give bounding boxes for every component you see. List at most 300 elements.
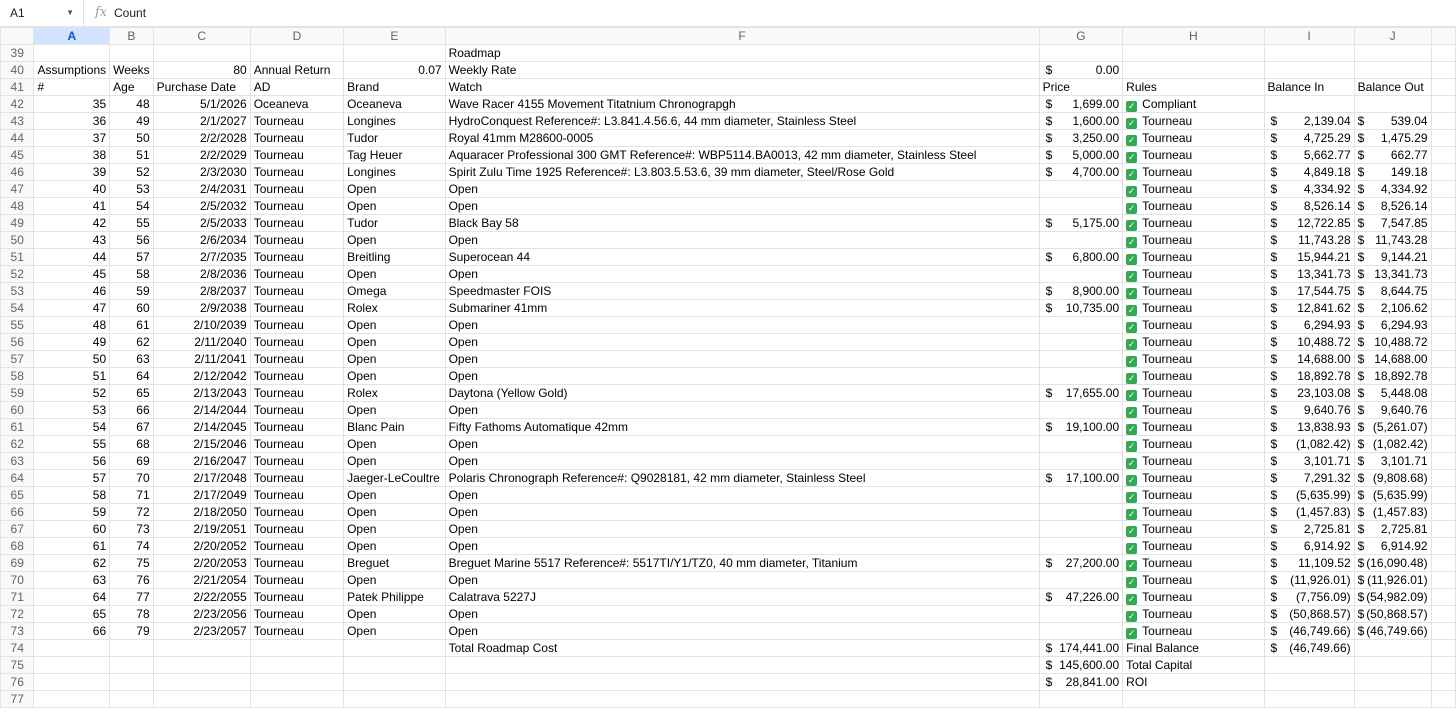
cell-balance-in[interactable]: $ 11,743.28 [1264,232,1354,249]
cell[interactable] [1431,147,1455,164]
cell-watch[interactable]: Black Bay 58 [445,215,1039,232]
cell-balance-out[interactable]: $ 7,547.85 [1354,215,1431,232]
cell-purchase-date[interactable]: 2/2/2028 [153,130,250,147]
row-header[interactable]: 42 [1,96,34,113]
cell-ad[interactable]: Tourneau [250,606,343,623]
cell-balance-out[interactable]: $ 11,743.28 [1354,232,1431,249]
cell-brand[interactable]: Omega [344,283,446,300]
cell-balance-in[interactable]: $ 13,341.73 [1264,266,1354,283]
cell-number[interactable]: 64 [34,589,110,606]
cell-watch[interactable]: Open [445,623,1039,640]
cell-balance-out[interactable]: $ 8,644.75 [1354,283,1431,300]
cell-rules[interactable] [1123,249,1264,266]
cell-number[interactable]: 66 [34,623,110,640]
cell-purchase-date[interactable]: 2/15/2046 [153,436,250,453]
cell[interactable] [1431,555,1455,572]
cell-watch[interactable]: Submariner 41mm [445,300,1039,317]
cell-balance-out[interactable]: $ (50,868.57) [1354,606,1431,623]
row-header[interactable]: 71 [1,589,34,606]
cell-number[interactable]: 50 [34,351,110,368]
cell-purchase-date[interactable]: 2/11/2040 [153,334,250,351]
cell-number[interactable]: 63 [34,572,110,589]
cell[interactable] [1431,521,1455,538]
row-header[interactable]: 70 [1,572,34,589]
cell-ad[interactable]: Tourneau [250,232,343,249]
cell[interactable] [1431,419,1455,436]
column-header-j[interactable]: J [1354,28,1431,45]
cell-balance-in[interactable]: $ 10,488.72 [1264,334,1354,351]
cell-ad[interactable]: Tourneau [250,147,343,164]
cell-ad[interactable]: Tourneau [250,436,343,453]
cell-brand[interactable]: Open [344,266,446,283]
row-header[interactable]: 56 [1,334,34,351]
cell-balance-in[interactable]: $ 5,662.77 [1264,147,1354,164]
row-header[interactable]: 67 [1,521,34,538]
cell-age[interactable]: 56 [110,232,153,249]
cell-balance-out[interactable]: $ 9,640.76 [1354,402,1431,419]
cell-purchase-date[interactable]: 2/9/2038 [153,300,250,317]
cell-balance-out[interactable]: $ 18,892.78 [1354,368,1431,385]
cell-balance-out[interactable]: $ 3,101.71 [1354,453,1431,470]
cell-price[interactable]: $ 5,000.00 [1039,147,1123,164]
cell-balance-in[interactable]: $ 15,944.21 [1264,249,1354,266]
cell-annual-return-value[interactable]: 0.07 [344,62,446,79]
row-header[interactable]: 46 [1,164,34,181]
cell-number[interactable]: 46 [34,283,110,300]
cell-brand[interactable]: Longines [344,164,446,181]
cell-watch[interactable]: Open [445,198,1039,215]
cell-balance-out[interactable]: $ 10,488.72 [1354,334,1431,351]
chevron-down-icon[interactable]: ▼ [66,8,74,17]
row-header[interactable]: 72 [1,606,34,623]
cell-balance-out[interactable]: $ 539.04 [1354,113,1431,130]
cell-number[interactable]: 48 [34,317,110,334]
cell-number[interactable]: 52 [34,385,110,402]
cell-ad[interactable]: Tourneau [250,198,343,215]
cell-rules[interactable] [1123,538,1264,555]
header-balance-out[interactable]: Balance Out [1354,79,1431,96]
cell[interactable] [1431,266,1455,283]
cell-watch[interactable]: Open [445,334,1039,351]
cell-price[interactable]: $ 27,200.00 [1039,555,1123,572]
cell-number[interactable]: 61 [34,538,110,555]
header-ad[interactable]: AD [250,79,343,96]
row-header[interactable]: 76 [1,674,34,691]
cell-purchase-date[interactable]: 2/16/2047 [153,453,250,470]
cell-balance-in[interactable] [1264,96,1354,113]
cell[interactable] [1431,300,1455,317]
cell-number[interactable]: 37 [34,130,110,147]
cell-balance-in[interactable]: $ (7,756.09) [1264,589,1354,606]
row-header[interactable]: 69 [1,555,34,572]
cell-purchase-date[interactable]: 2/4/2031 [153,181,250,198]
cell-ad[interactable]: Tourneau [250,334,343,351]
cell[interactable] [1431,504,1455,521]
cell-ad[interactable]: Tourneau [250,470,343,487]
cell[interactable] [1431,606,1455,623]
row-header[interactable]: 39 [1,45,34,62]
cell-brand[interactable]: Open [344,538,446,555]
cell-balance-in[interactable]: $ 2,725.81 [1264,521,1354,538]
cell-watch[interactable]: Fifty Fathoms Automatique 42mm [445,419,1039,436]
cell-age[interactable]: 51 [110,147,153,164]
cell[interactable] [1431,283,1455,300]
cell-balance-out[interactable]: $ 9,144.21 [1354,249,1431,266]
header-number[interactable]: # [34,79,110,96]
cell-age[interactable]: 57 [110,249,153,266]
cell-rules[interactable] [1123,402,1264,419]
cell-age[interactable]: 49 [110,113,153,130]
cell-purchase-date[interactable]: 2/14/2045 [153,419,250,436]
cell-weekly-rate-value[interactable]: $ 0.00 [1039,62,1123,79]
cell-balance-out[interactable]: $ 8,526.14 [1354,198,1431,215]
cell-age[interactable]: 52 [110,164,153,181]
cell-rules[interactable] [1123,300,1264,317]
cell-roadmap-title[interactable]: Roadmap [445,45,1039,62]
cell-rules[interactable] [1123,555,1264,572]
cell-age[interactable]: 76 [110,572,153,589]
cell-purchase-date[interactable]: 2/21/2054 [153,572,250,589]
cell-total-roadmap-cost[interactable]: $ 174,441.00 [1039,640,1123,657]
cell-ad[interactable]: Tourneau [250,181,343,198]
cell-purchase-date[interactable]: 2/20/2052 [153,538,250,555]
cell-ad[interactable]: Tourneau [250,572,343,589]
cell-price[interactable]: $ 3,250.00 [1039,130,1123,147]
cell-age[interactable]: 70 [110,470,153,487]
cell-age[interactable]: 53 [110,181,153,198]
row-header[interactable]: 59 [1,385,34,402]
cell-annual-return-label[interactable]: Annual Return [250,62,343,79]
column-header-i[interactable]: I [1264,28,1354,45]
cell-rules[interactable] [1123,606,1264,623]
row-header[interactable]: 66 [1,504,34,521]
cell-weeks-value[interactable]: 80 [153,62,250,79]
cell-number[interactable]: 45 [34,266,110,283]
column-header-d[interactable]: D [250,28,343,45]
header-brand[interactable]: Brand [344,79,446,96]
cell-number[interactable]: 49 [34,334,110,351]
cell-brand[interactable]: Open [344,317,446,334]
row-header[interactable]: 44 [1,130,34,147]
cell-age[interactable]: 63 [110,351,153,368]
cell-purchase-date[interactable]: 2/6/2034 [153,232,250,249]
cell-purchase-date[interactable]: 2/20/2053 [153,555,250,572]
cell-number[interactable]: 54 [34,419,110,436]
row-header[interactable]: 65 [1,487,34,504]
cell-balance-out[interactable]: $ 6,914.92 [1354,538,1431,555]
cell-price[interactable] [1039,402,1123,419]
cell-price[interactable] [1039,453,1123,470]
name-box[interactable] [0,0,84,26]
cell[interactable] [1431,351,1455,368]
column-header-k[interactable] [1431,28,1455,45]
cell-balance-in[interactable]: $ (50,868.57) [1264,606,1354,623]
cell-number[interactable]: 47 [34,300,110,317]
cell-watch[interactable]: Superocean 44 [445,249,1039,266]
cell-age[interactable]: 62 [110,334,153,351]
cell-brand[interactable]: Open [344,334,446,351]
cell-brand[interactable]: Oceaneva [344,96,446,113]
cell-weeks-label[interactable]: Weeks [110,62,153,79]
cell-purchase-date[interactable]: 2/14/2044 [153,402,250,419]
cell-purchase-date[interactable]: 2/7/2035 [153,249,250,266]
row-header[interactable]: 51 [1,249,34,266]
cell-age[interactable]: 58 [110,266,153,283]
cell-balance-out[interactable]: $ 6,294.93 [1354,317,1431,334]
header-rules[interactable]: Rules [1123,79,1264,96]
cell-ad[interactable]: Tourneau [250,487,343,504]
cell-rules[interactable] [1123,589,1264,606]
cell-balance-in[interactable]: $ 12,722.85 [1264,215,1354,232]
cell-ad[interactable]: Tourneau [250,402,343,419]
cell-balance-out[interactable]: $ (5,635.99) [1354,487,1431,504]
select-all-corner[interactable] [1,28,34,45]
cell[interactable] [1431,623,1455,640]
cell[interactable] [1431,215,1455,232]
cell-watch[interactable]: Aquaracer Professional 300 GMT Reference#: WBP5114.BA0013, 42 mm diameter, Stainless Steel [445,147,1039,164]
cell-ad[interactable]: Tourneau [250,453,343,470]
row-header[interactable]: 40 [1,62,34,79]
cell-balance-out[interactable]: $ 4,334.92 [1354,181,1431,198]
cell-price[interactable] [1039,351,1123,368]
cell-purchase-date[interactable]: 2/23/2056 [153,606,250,623]
cell-rules[interactable] [1123,266,1264,283]
cell-balance-in[interactable]: $ 9,640.76 [1264,402,1354,419]
cell-ad[interactable]: Tourneau [250,351,343,368]
cell[interactable] [1431,470,1455,487]
cell-watch[interactable]: Open [445,368,1039,385]
cell-age[interactable]: 69 [110,453,153,470]
cell-age[interactable]: 50 [110,130,153,147]
row-header[interactable]: 55 [1,317,34,334]
cell-price[interactable] [1039,368,1123,385]
cell-brand[interactable]: Jaeger-LeCoultre [344,470,446,487]
spreadsheet-grid[interactable] [0,27,1456,708]
cell-rules[interactable] [1123,283,1264,300]
cell-watch[interactable]: Open [445,487,1039,504]
cell-rules[interactable] [1123,487,1264,504]
column-header-a[interactable]: A [34,28,110,45]
column-header-c[interactable]: C [153,28,250,45]
cell-brand[interactable]: Open [344,436,446,453]
row-header[interactable]: 58 [1,368,34,385]
cell-number[interactable]: 55 [34,436,110,453]
cell-purchase-date[interactable]: 2/17/2048 [153,470,250,487]
cell-price[interactable] [1039,623,1123,640]
cell-balance-out[interactable]: $ (9,808.68) [1354,470,1431,487]
cell-roi[interactable]: $ 28,841.00 [1039,674,1123,691]
cell-brand[interactable]: Open [344,572,446,589]
cell[interactable] [1431,198,1455,215]
cell-watch[interactable]: Breguet Marine 5517 Reference#: 5517TI/Y1/TZ0, 40 mm diameter, Titanium [445,555,1039,572]
cell-price[interactable]: $ 1,699.00 [1039,96,1123,113]
cell-balance-in[interactable]: $ 11,109.52 [1264,555,1354,572]
cell-price[interactable] [1039,232,1123,249]
cell-total-roadmap-cost-label[interactable]: Total Roadmap Cost [445,640,1039,657]
cell-number[interactable]: 51 [34,368,110,385]
row-header[interactable]: 54 [1,300,34,317]
cell-price[interactable] [1039,181,1123,198]
cell-ad[interactable]: Oceaneva [250,96,343,113]
cell[interactable] [1431,334,1455,351]
cell-brand[interactable]: Open [344,351,446,368]
cell-watch[interactable]: Open [445,317,1039,334]
cell-age[interactable]: 48 [110,96,153,113]
cell-ad[interactable]: Tourneau [250,589,343,606]
row-header[interactable]: 60 [1,402,34,419]
cell-watch[interactable]: Open [445,504,1039,521]
row-header[interactable]: 64 [1,470,34,487]
cell-number[interactable]: 58 [34,487,110,504]
cell-number[interactable]: 65 [34,606,110,623]
cell-watch[interactable]: Open [445,232,1039,249]
cell-watch[interactable]: Open [445,402,1039,419]
row-header[interactable]: 57 [1,351,34,368]
cell-watch[interactable]: Open [445,521,1039,538]
cell-price[interactable] [1039,266,1123,283]
cell-number[interactable]: 39 [34,164,110,181]
cell-price[interactable]: $ 8,900.00 [1039,283,1123,300]
cell-total-capital-label[interactable]: Total Capital [1123,657,1264,674]
cell-ad[interactable]: Tourneau [250,300,343,317]
cell-rules[interactable] [1123,334,1264,351]
cell-age[interactable]: 64 [110,368,153,385]
cell-rules[interactable] [1123,521,1264,538]
cell-age[interactable]: 72 [110,504,153,521]
cell-rules[interactable] [1123,504,1264,521]
cell-number[interactable]: 38 [34,147,110,164]
cell-balance-in[interactable]: $ 17,544.75 [1264,283,1354,300]
cell-balance-in[interactable]: $ 7,291.32 [1264,470,1354,487]
cell-age[interactable]: 79 [110,623,153,640]
cell-number[interactable]: 35 [34,96,110,113]
cell-watch[interactable]: Open [445,436,1039,453]
row-header[interactable]: 62 [1,436,34,453]
cell-final-balance-label[interactable]: Final Balance [1123,640,1264,657]
cell-balance-in[interactable]: $ 4,725.29 [1264,130,1354,147]
cell-rules[interactable] [1123,368,1264,385]
cell-brand[interactable]: Open [344,232,446,249]
cell-rules[interactable] [1123,623,1264,640]
cell[interactable] [1431,453,1455,470]
cell-watch[interactable]: Open [445,572,1039,589]
cell-balance-in[interactable]: $ 2,139.04 [1264,113,1354,130]
cell-balance-out[interactable]: $ 5,448.08 [1354,385,1431,402]
header-watch[interactable]: Watch [445,79,1039,96]
cell-price[interactable]: $ 6,800.00 [1039,249,1123,266]
row-header[interactable]: 61 [1,419,34,436]
cell-rules[interactable] [1123,130,1264,147]
cell-price[interactable]: $ 17,100.00 [1039,470,1123,487]
row-header[interactable]: 49 [1,215,34,232]
cell-age[interactable]: 61 [110,317,153,334]
cell-price[interactable] [1039,521,1123,538]
cell-age[interactable]: 67 [110,419,153,436]
cell[interactable] [1431,181,1455,198]
row-header[interactable]: 52 [1,266,34,283]
cell-rules[interactable] [1123,147,1264,164]
cell-ad[interactable]: Tourneau [250,317,343,334]
cell-purchase-date[interactable]: 5/1/2026 [153,96,250,113]
cell-balance-out[interactable]: $ 662.77 [1354,147,1431,164]
row-header[interactable]: 77 [1,691,34,708]
cell-ad[interactable]: Tourneau [250,164,343,181]
cell-purchase-date[interactable]: 2/22/2055 [153,589,250,606]
cell-balance-out[interactable]: $ (11,926.01) [1354,572,1431,589]
cell-brand[interactable]: Open [344,606,446,623]
cell-purchase-date[interactable]: 2/13/2043 [153,385,250,402]
cell-balance-out[interactable] [1354,96,1431,113]
cell-price[interactable] [1039,487,1123,504]
cell-rules[interactable] [1123,232,1264,249]
cell-rules[interactable] [1123,198,1264,215]
cell-number[interactable]: 60 [34,521,110,538]
cell-watch[interactable]: Open [445,266,1039,283]
cell-number[interactable]: 56 [34,453,110,470]
cell-brand[interactable]: Open [344,181,446,198]
cell-rules[interactable] [1123,96,1264,113]
cell-balance-out[interactable]: $ 149.18 [1354,164,1431,181]
cell-age[interactable]: 59 [110,283,153,300]
cell-balance-out[interactable]: $ (46,749.66) [1354,623,1431,640]
cell-watch[interactable]: Speedmaster FOIS [445,283,1039,300]
row-header[interactable]: 68 [1,538,34,555]
cell-brand[interactable]: Tudor [344,130,446,147]
cell-ad[interactable]: Tourneau [250,504,343,521]
cell-rules[interactable] [1123,181,1264,198]
cell-rules[interactable] [1123,215,1264,232]
cell-balance-out[interactable]: $ 2,106.62 [1354,300,1431,317]
column-header-e[interactable]: E [344,28,446,45]
cell-balance-in[interactable]: $ 13,838.93 [1264,419,1354,436]
row-header[interactable]: 75 [1,657,34,674]
cell-brand[interactable]: Open [344,198,446,215]
cell-purchase-date[interactable]: 2/8/2037 [153,283,250,300]
cell-age[interactable]: 66 [110,402,153,419]
cell-balance-in[interactable]: $ 23,103.08 [1264,385,1354,402]
cell-ad[interactable]: Tourneau [250,113,343,130]
cell-number[interactable]: 62 [34,555,110,572]
cell-balance-in[interactable]: $ (5,635.99) [1264,487,1354,504]
cell-roi-label[interactable]: ROI [1123,674,1264,691]
cell-purchase-date[interactable]: 2/23/2057 [153,623,250,640]
cell-age[interactable]: 77 [110,589,153,606]
cell-age[interactable]: 71 [110,487,153,504]
cell-watch[interactable]: Spirit Zulu Time 1925 Reference#: L3.803.5.53.6, 39 mm diameter, Steel/Rose Gold [445,164,1039,181]
cell-brand[interactable]: Open [344,368,446,385]
cell-rules[interactable] [1123,164,1264,181]
cell-brand[interactable]: Open [344,402,446,419]
cell-rules[interactable] [1123,572,1264,589]
cell-price[interactable]: $ 19,100.00 [1039,419,1123,436]
cell-number[interactable]: 53 [34,402,110,419]
cell-rules[interactable] [1123,317,1264,334]
cell[interactable] [1431,538,1455,555]
cell-balance-in[interactable]: $ (46,749.66) [1264,623,1354,640]
cell-watch[interactable]: Daytona (Yellow Gold) [445,385,1039,402]
cell-ad[interactable]: Tourneau [250,368,343,385]
cell-brand[interactable]: Longines [344,113,446,130]
cell-rules[interactable] [1123,419,1264,436]
cell-age[interactable]: 74 [110,538,153,555]
cell-brand[interactable]: Open [344,521,446,538]
cell[interactable] [1431,130,1455,147]
column-header-g[interactable]: G [1039,28,1123,45]
cell[interactable] [1431,487,1455,504]
cell-purchase-date[interactable]: 2/3/2030 [153,164,250,181]
cell-ad[interactable]: Tourneau [250,266,343,283]
cell-age[interactable]: 73 [110,521,153,538]
